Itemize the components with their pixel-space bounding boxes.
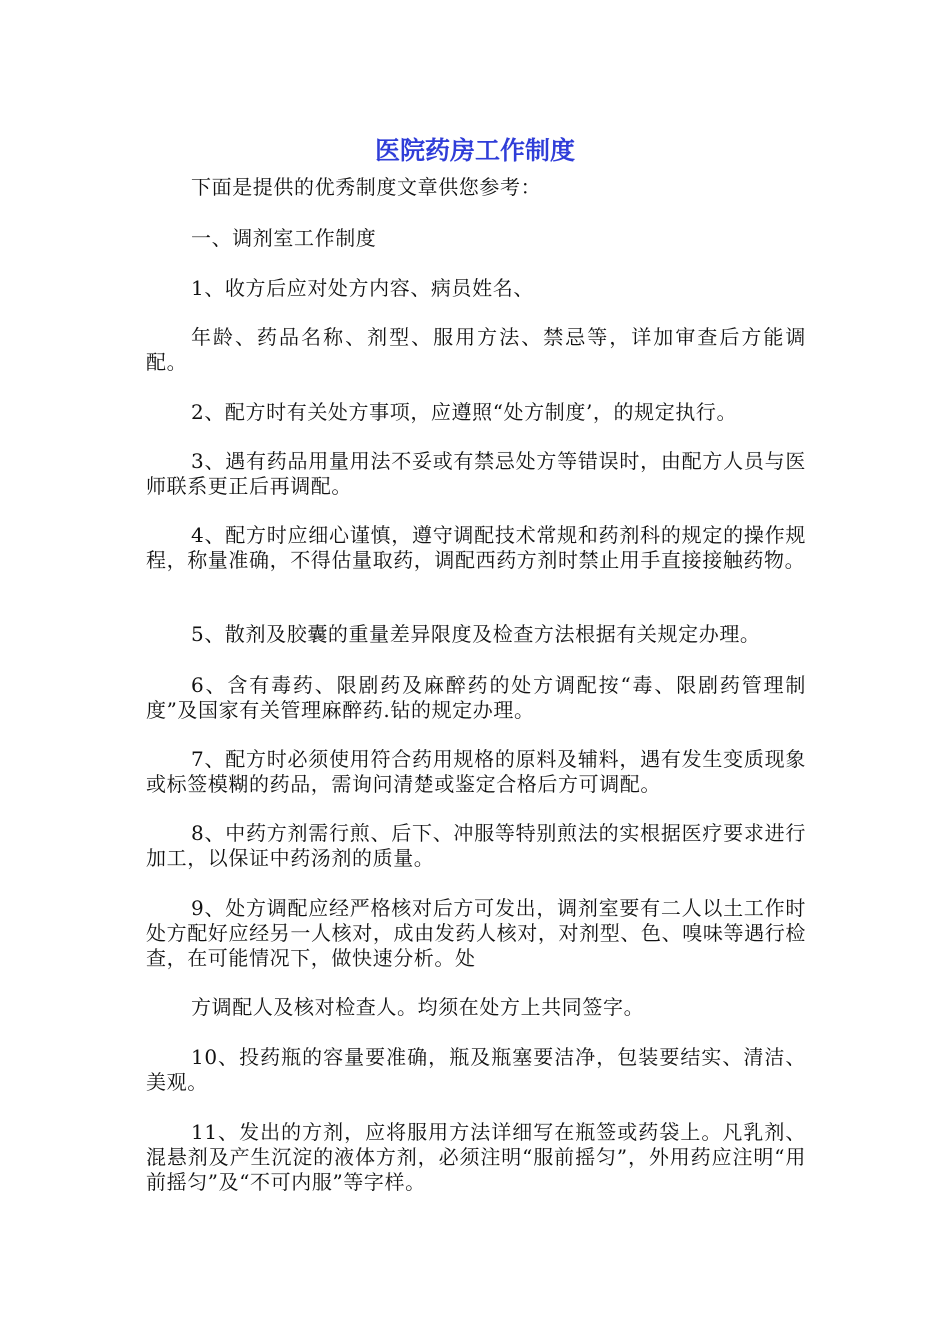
paragraph-item-7: 7、配方时必须使用符合药用规格的原料及辅料，遇有发生变质现象或标签模糊的药品，需询问清楚或鉴定合格后方可调配。 bbox=[146, 747, 806, 796]
paragraph-item-2: 2、配方时有关处方事项，应遵照“处方制度’，的规定执行。 bbox=[191, 400, 738, 424]
paragraph-item-8: 8、中药方剂需行煎、后下、冲服等特别煎法的实根据医疗要求进行加工，以保证中药汤剂的质量。 bbox=[146, 821, 806, 870]
paragraph-item-5: 5、散剂及胶囊的重量差异限度及检查方法根据有关规定办理。 bbox=[191, 622, 761, 646]
paragraph-item-9-continued: 方调配人及核对检查人。均须在处方上共同签字。 bbox=[191, 995, 645, 1019]
paragraph-item-10: 10、投药瓶的容量要准确，瓶及瓶塞要洁净，包装要结实、清洁、美观。 bbox=[146, 1045, 806, 1094]
paragraph-item-4: 4、配方时应细心谨慎，遵守调配技术常规和药剂科的规定的操作规程，称量准确，不得估量取药，调配西药方剂时禁止用手直接接触药物。 bbox=[146, 523, 806, 572]
paragraph-item-6: 6、含有毒药、限剧药及麻醉药的处方调配按“毒、限剧药管理制度”及国家有关管理麻醉药.钻的规定办理。 bbox=[146, 673, 806, 722]
paragraph-item-1-continued: 年龄、药品名称、剂型、服用方法、禁忌等，详加审查后方能调配。 bbox=[146, 325, 806, 374]
paragraph-intro: 下面是提供的优秀制度文章供您参考： bbox=[191, 175, 542, 199]
paragraph-item-3: 3、遇有药品用量用法不妥或有禁忌处方等错误时，由配方人员与医师联系更正后再调配。 bbox=[146, 449, 806, 498]
document-title: 医院药房工作制度 bbox=[374, 136, 575, 165]
paragraph-item-11: 11、发出的方剂，应将服用方法详细写在瓶签或药袋上。凡乳剂、混悬剂及产生沉淀的液体方剂，必须注明“服前摇匀”，外用药应注明“用前摇匀”及“不可内服”等字样。 bbox=[146, 1120, 806, 1194]
paragraph-item-1: 1、收方后应对处方内容、病员姓名、 bbox=[191, 276, 534, 300]
section-heading: 一、调剂室工作制度 bbox=[191, 226, 377, 250]
paragraph-item-9: 9、处方调配应经严格核对后方可发出，调剂室要有二人以土工作时处方配好应经另一人核对，成由发药人核对，对剂型、色、嗅味等遇行检查，在可能情况下，做快速分析。处 bbox=[146, 896, 806, 970]
